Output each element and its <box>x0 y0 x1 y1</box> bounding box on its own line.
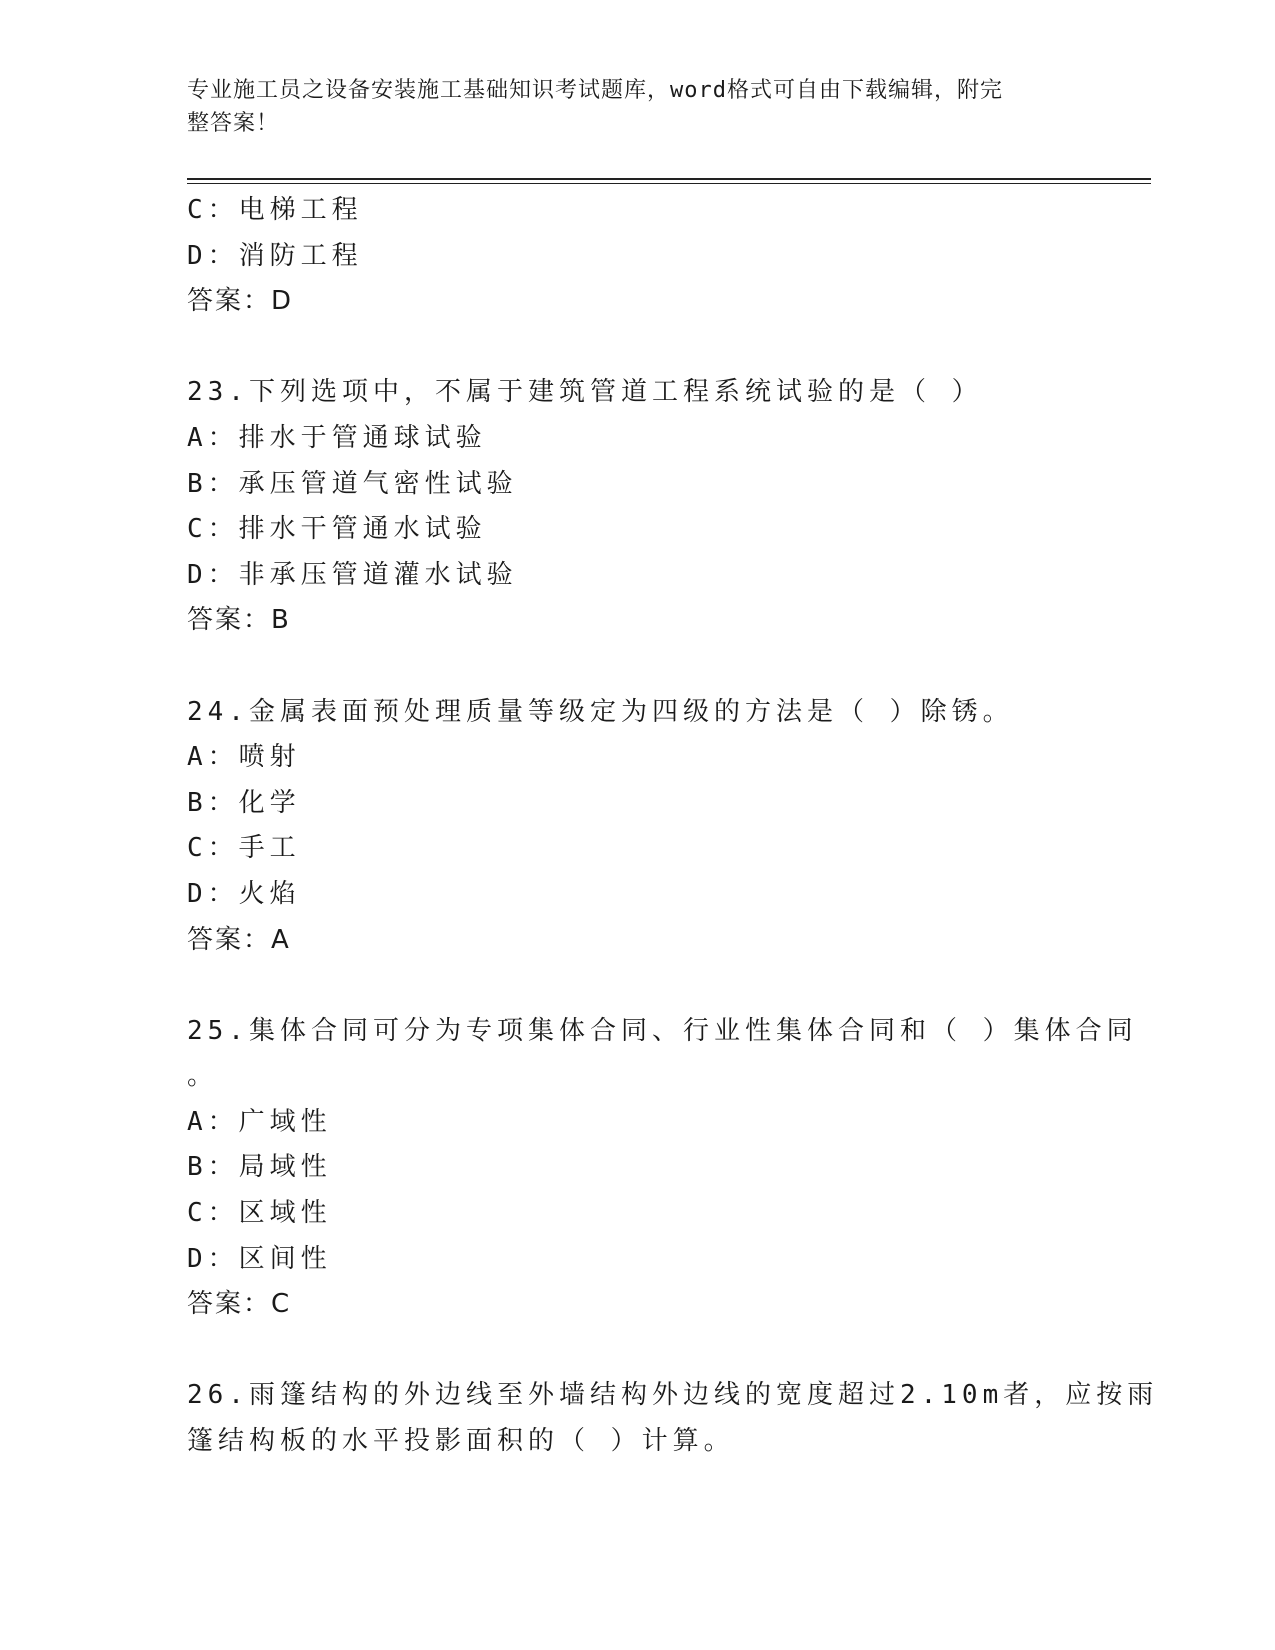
option-a: A：广域性 <box>187 1106 332 1137</box>
question-text-line-2: 篷结构板的水平投影面积的（ ）计算。 <box>187 1426 735 1457</box>
question-26 <box>187 1373 1159 1464</box>
option-b: B：局域性 <box>187 1152 332 1183</box>
option-b: B：承压管道气密性试验 <box>187 468 518 499</box>
option-c: C：排水干管通水试验 <box>187 514 487 545</box>
question-text: 23.下列选项中，不属于建筑管道工程系统试验的是（ ） <box>187 377 983 408</box>
header-divider-thin <box>187 183 1151 184</box>
option-a: A：喷射 <box>187 742 301 773</box>
option-c: C：电梯工程 <box>187 195 363 225</box>
question-text-line-2: 。 <box>187 1061 219 1092</box>
question-25 <box>187 1009 1138 1328</box>
spacer <box>187 1328 1087 1374</box>
spacer <box>187 963 1087 1009</box>
answer: 答案：D <box>187 286 294 317</box>
option-c: C：区域性 <box>187 1198 332 1229</box>
header-divider-thick <box>187 178 1151 180</box>
answer: 答案：A <box>187 924 291 955</box>
question-text-line-1: 26.雨篷结构的外边线至外墙结构外边线的宽度超过2.10m者，应按雨 <box>187 1380 1159 1411</box>
answer: 答案：B <box>187 605 291 636</box>
option-d: D：区间性 <box>187 1243 332 1274</box>
question-text-line-1: 25.集体合同可分为专项集体合同、行业性集体合同和（ ）集体合同 <box>187 1015 1138 1046</box>
header-line-2: 整答案！ <box>187 111 280 136</box>
option-d: D：非承压管道灌水试验 <box>187 559 518 590</box>
question-text: 24.金属表面预处理质量等级定为四级的方法是（ ）除锈。 <box>187 696 1014 727</box>
option-b: B：化学 <box>187 787 301 818</box>
option-c: C：手工 <box>187 833 301 864</box>
option-a: A：排水于管通球试验 <box>187 422 487 453</box>
question-24 <box>187 690 1087 964</box>
option-d: D：火焰 <box>187 878 301 909</box>
spacer <box>187 325 1087 371</box>
document-header <box>187 74 1067 140</box>
question-22-continuation <box>187 188 1087 325</box>
header-line-1: 专业施工员之设备安装施工基础知识考试题库，word格式可自由下载编辑，附完 <box>187 78 1003 103</box>
spacer <box>187 644 1087 690</box>
question-23 <box>187 370 1087 644</box>
question-list <box>187 188 1159 1465</box>
answer: 答案：C <box>187 1289 292 1320</box>
option-d: D：消防工程 <box>187 240 363 271</box>
